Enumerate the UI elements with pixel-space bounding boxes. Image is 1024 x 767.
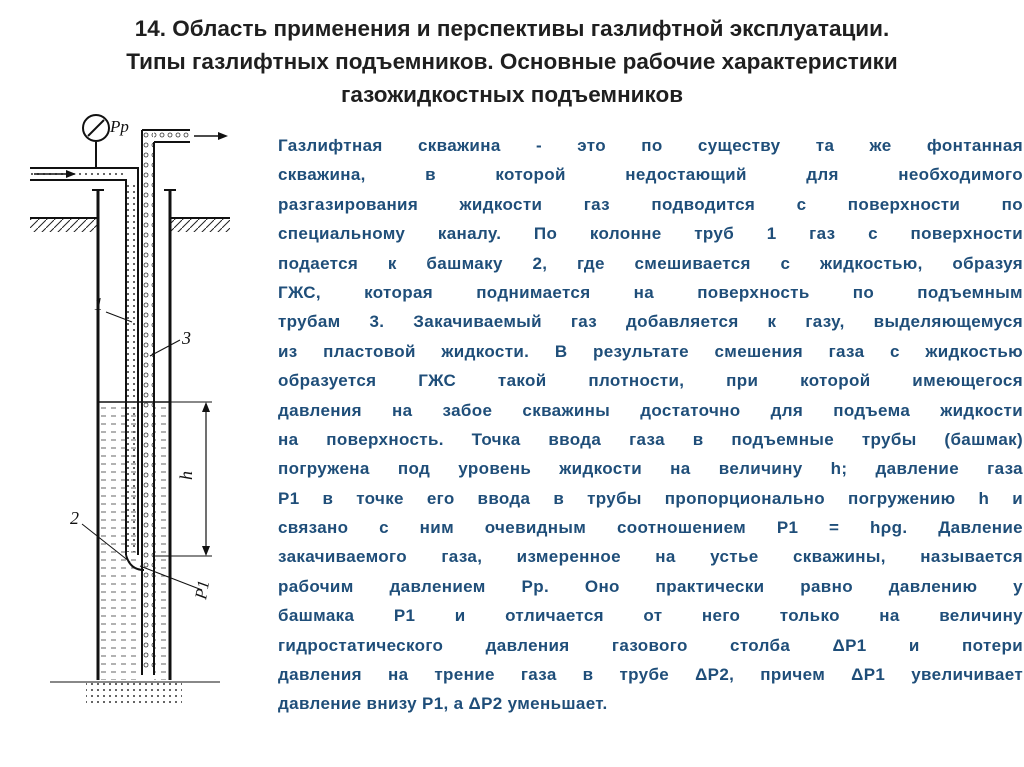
text-line: трубам 3. Закачиваемый газ добавляется к газу, выделяющемуся xyxy=(278,312,1023,332)
text-line: ГЖС, которая поднимается на поверхность по подъемным xyxy=(278,282,1023,302)
text-line: погружена под уровень жидкости на величину h; давление газа xyxy=(278,459,1023,479)
text-line: башмака Р1 и отличается от него только на величину xyxy=(278,606,1023,626)
label-1: 1 xyxy=(94,294,103,314)
title-line-1: 14. Область применения и перспективы газлифтной эксплуатации. xyxy=(134,16,890,41)
text-line: Газлифтная скважина - это по существу та же фонтанная xyxy=(278,136,1023,155)
text-line: связано с ним очевидным соотношением Р1 = hρg. Давление xyxy=(278,518,1023,538)
text-line: давления на трение газа в трубе ΔР2, причем ΔР1 увеличивает xyxy=(278,665,1023,685)
title-line-3: газожидкостных подъемников xyxy=(340,82,684,107)
label-p1: P1 xyxy=(191,578,214,601)
pressure-gauge-icon xyxy=(83,115,109,168)
text-line: гидростатического давления газового столба ΔР1 и потери xyxy=(278,635,1023,655)
text-line: подается к башмаку 2, где смешивается с жидкостью, образуя xyxy=(278,253,1023,273)
label-h: h xyxy=(176,471,196,480)
text-line: рабочим давлением Рр. Оно практически равно давлению у xyxy=(278,576,1023,596)
well-bottom xyxy=(50,682,220,704)
text-line: Р1 в точке его ввода в трубы пропорционально погружению h и xyxy=(278,488,1023,508)
gaslift-well-diagram xyxy=(30,100,240,740)
text-line: закачиваемого газа, измеренное на устье скважины, называется xyxy=(278,547,1023,567)
text-line: образуется ГЖС такой плотности, при которой имеющегося xyxy=(278,371,1023,391)
text-line: на поверхность. Точка ввода газа в подъемные трубы (башмак) xyxy=(278,429,1023,449)
text-line: специальному каналу. По колонне труб 1 газ с поверхности xyxy=(278,224,1023,244)
slide-title xyxy=(0,12,1024,111)
text-line: из пластовой жидкости. В результате смешения газа с жидкостью xyxy=(278,341,1023,361)
label-pp: Pp xyxy=(110,117,129,136)
body-text xyxy=(278,131,1023,719)
text-line: разгазирования жидкости газ подводится с поверхности по xyxy=(278,194,1023,214)
text-line: скважина, в которой недостающий для необходимого xyxy=(278,165,1023,185)
label-3: 3 xyxy=(182,328,191,348)
title-line-2: Типы газлифтных подъемников. Основные рабочие характеристики xyxy=(126,49,898,74)
text-line: давление внизу Р1, а ΔР2 уменьшает. xyxy=(278,694,608,714)
text-line: давления на забое скважины достаточно для подъема жидкости xyxy=(278,400,1023,420)
label-2: 2 xyxy=(70,508,79,528)
